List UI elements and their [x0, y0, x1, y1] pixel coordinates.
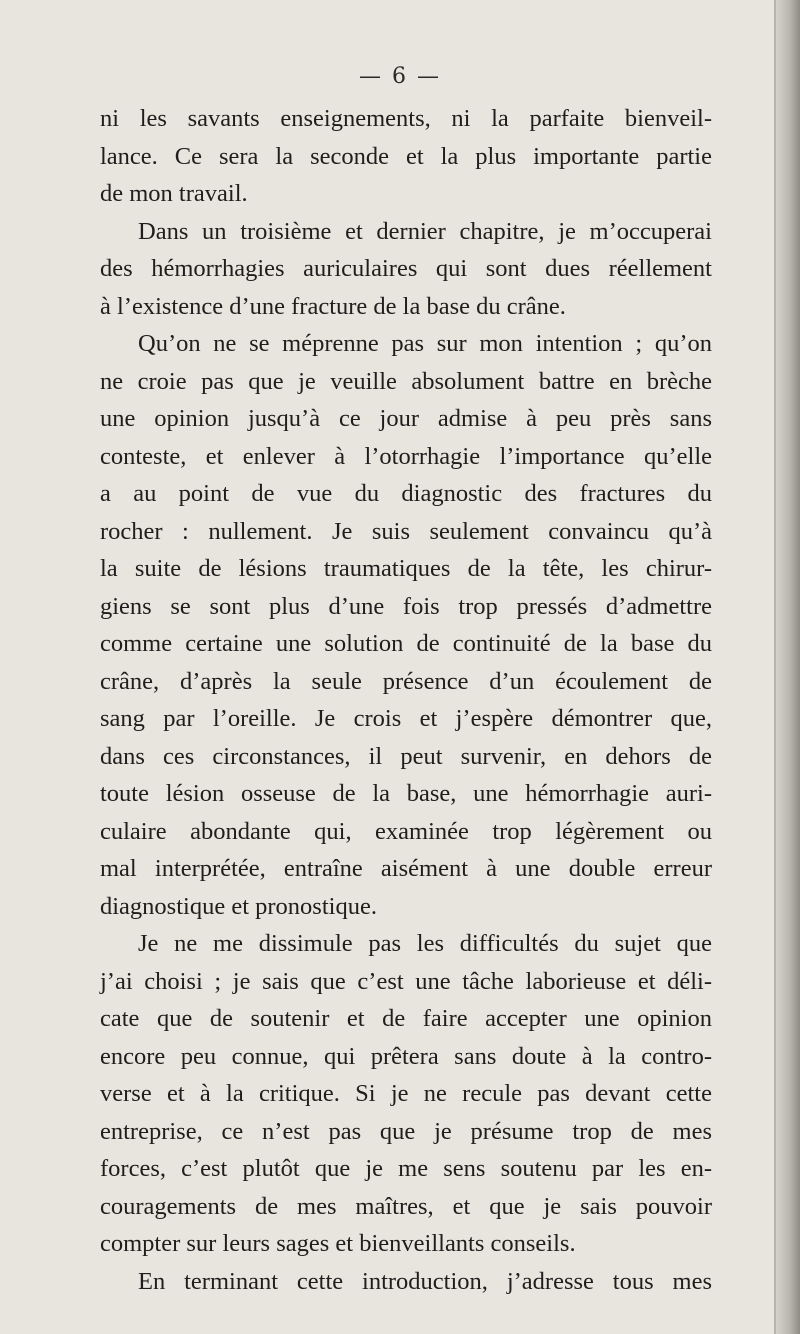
text-line-25: cate que de soutenir et de faire accepter une opinion — [100, 1005, 712, 1032]
text-line-16: crâne, d’après la seule présence d’un écoulement de — [100, 667, 712, 695]
text-line-29: forces, c’est plutôt que je me sens soutenu par les en- — [100, 1155, 712, 1182]
text-line-26: encore peu connue, qui prêtera sans doute à la contro- — [100, 1042, 712, 1070]
text-line-12: rocher : nullement. Je suis seulement convaincu qu’à — [100, 517, 712, 545]
text-line-15: comme certaine une solution de continuité de la base du — [100, 630, 712, 657]
text-line-19: toute lésion osseuse de la base, une hémorrhagie auri- — [100, 780, 712, 807]
text-line-21: mal interprétée, entraîne aisément à une double erreur — [100, 855, 712, 882]
text-line-24: j’ai choisi ; je sais que c’est une tâche laborieuse et déli- — [100, 967, 712, 995]
text-line-31: compter sur leurs sages et bienveillants conseils. — [100, 1230, 576, 1257]
text-line-17: sang par l’oreille. Je crois et j’espère démontrer que, — [100, 705, 712, 732]
text-line-20: culaire abondante qui, examinée trop légèrement ou — [100, 817, 712, 845]
text-line-3: de mon travail. — [100, 180, 248, 207]
page-edge-shadow — [774, 0, 800, 1334]
text-line-22: diagnostique et pronostique. — [100, 892, 377, 920]
text-line-13: la suite de lésions traumatiques de la tête, les chirur- — [100, 555, 712, 582]
text-line-11: a au point de vue du diagnostic des fractures du — [100, 480, 712, 507]
text-line-4: Dans un troisième et dernier chapitre, je m’occuperai — [138, 217, 712, 245]
text-line-1: ni les savants enseignements, ni la parfaite bienveil- — [100, 105, 712, 132]
text-line-10: conteste, et enlever à l’otorrhagie l’importance qu’elle — [100, 442, 712, 470]
text-line-9: une opinion jusqu’à ce jour admise à peu près sans — [100, 405, 712, 432]
text-line-2: lance. Ce sera la seconde et la plus importante partie — [100, 142, 712, 170]
page-binding-line — [774, 0, 776, 1334]
text-line-18: dans ces circonstances, il peut survenir, en dehors de — [100, 742, 712, 770]
text-line-27: verse et à la critique. Si je ne recule pas devant cette — [100, 1080, 712, 1107]
text-line-8: ne croie pas que je veuille absolument battre en brèche — [100, 367, 712, 395]
text-line-6: à l’existence d’une fracture de la base du crâne. — [100, 292, 566, 320]
text-line-14: giens se sont plus d’une fois trop pressés d’admettre — [100, 592, 712, 620]
text-line-30: couragements de mes maîtres, et que je sais pouvoir — [100, 1192, 712, 1220]
body-text — [100, 100, 712, 1300]
text-line-23: Je ne me dissimule pas les difficultés du sujet que — [138, 930, 712, 957]
text-line-5: des hémorrhagies auriculaires qui sont dues réellement — [100, 255, 712, 282]
text-line-28: entreprise, ce n’est pas que je présume trop de mes — [100, 1117, 712, 1145]
page-number: — 6 — — [359, 64, 441, 89]
text-line-32: En terminant cette introduction, j’adresse tous mes — [138, 1267, 712, 1295]
text-line-7: Qu’on ne se méprenne pas sur mon intention ; qu’on — [138, 330, 712, 357]
